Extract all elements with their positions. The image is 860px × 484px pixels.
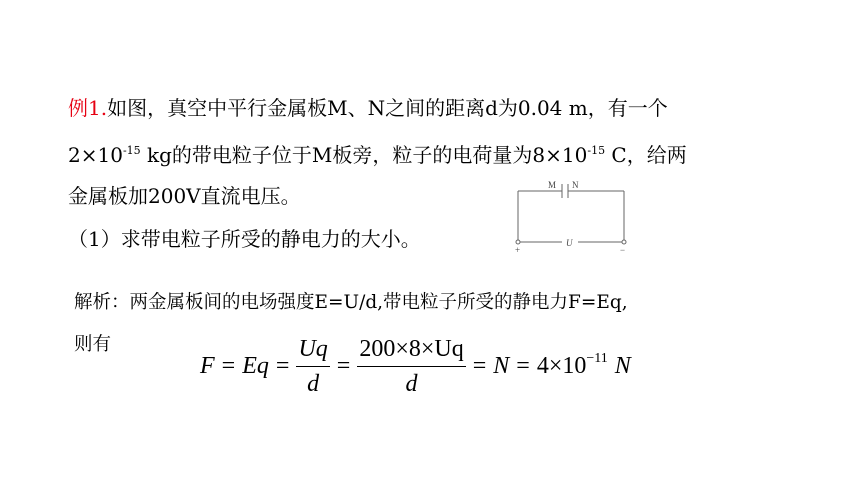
- solution-line-1: 解析：两金属板间的电场强度E=U/d,带电粒子所受的静电力F=Eq,: [74, 292, 628, 313]
- result-coefficient: 4×10: [536, 352, 587, 379]
- equals-3: =: [336, 352, 351, 379]
- formula-n-2: N: [614, 352, 631, 379]
- fraction-uq-over-d: [296, 335, 329, 398]
- fraction-1-numerator: Uq: [296, 335, 329, 367]
- circuit-diagram: [508, 176, 633, 254]
- force-formula: [200, 333, 631, 399]
- result-value: [536, 350, 608, 380]
- label-m: M: [548, 180, 557, 190]
- question-1: （1）求带电粒子所受的静电力的大小。: [68, 227, 421, 251]
- equals-4: =: [472, 352, 487, 379]
- minus-sign: −: [620, 245, 626, 254]
- problem-line-1-text: 如图，真空中平行金属板M、N之间的距离d为0.04 m，有一个: [107, 96, 668, 120]
- formula-f: F: [200, 352, 215, 379]
- plus-sign: +: [515, 245, 521, 254]
- problem-line-1: [68, 95, 668, 121]
- equals-5: =: [516, 352, 530, 379]
- fraction-substituted: [357, 335, 465, 398]
- problem-line-2: [68, 142, 687, 168]
- result-exponent: −11: [586, 350, 608, 366]
- label-u: U: [566, 238, 573, 248]
- equals-2: =: [275, 352, 290, 379]
- equals-1: =: [221, 352, 236, 379]
- fraction-2-denominator: d: [405, 370, 418, 397]
- example-label: 例1.: [68, 96, 108, 120]
- problem-line-2-mid: kg的带电粒子位于M板旁，粒子的电荷量为8×10: [140, 143, 588, 167]
- problem-line-2-end: C，给两: [605, 143, 687, 167]
- charge-exponent: -15: [587, 144, 606, 157]
- problem-line-3: 金属板加200V直流电压。: [68, 184, 301, 208]
- label-n: N: [572, 180, 579, 190]
- formula-n-1: N: [493, 352, 510, 379]
- fraction-2-numerator: 200×8×Uq: [357, 335, 465, 367]
- mass-mantissa: 2×10: [68, 143, 123, 167]
- formula-eq: Eq: [242, 352, 269, 379]
- solution-line-2: 则有: [74, 334, 112, 355]
- fraction-1-denominator: d: [307, 370, 320, 397]
- mass-exponent: -15: [122, 144, 141, 157]
